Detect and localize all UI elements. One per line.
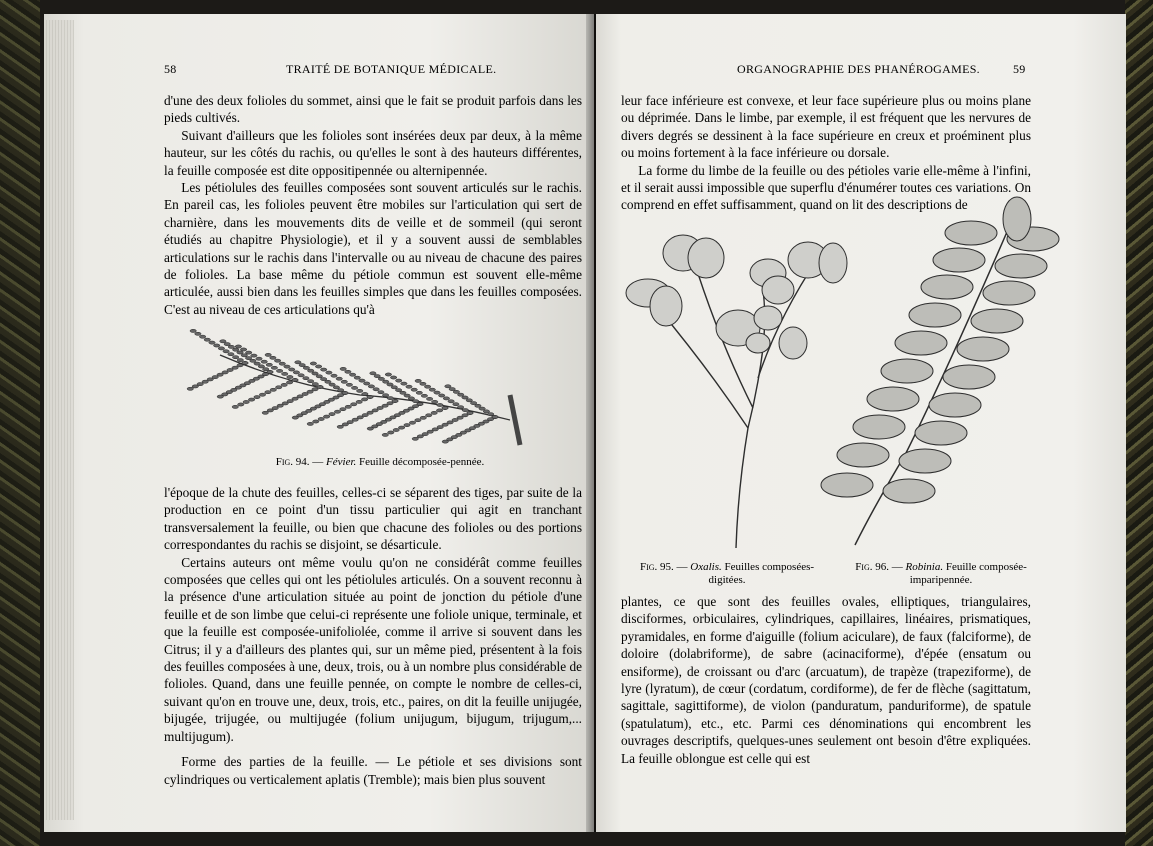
- leaflet-mark: [336, 377, 342, 380]
- leaflet-mark: [378, 391, 384, 394]
- figure-description: Feuille composée-imparipennée.: [909, 561, 1027, 586]
- leaflet-mark: [424, 385, 430, 388]
- leaflet-mark: [383, 380, 389, 383]
- leaflet-mark: [190, 329, 196, 332]
- leaflet-mark: [431, 411, 437, 414]
- leaflet-mark: [218, 347, 224, 350]
- leaflet-mark: [266, 363, 272, 366]
- leaflet-mark: [220, 340, 226, 343]
- leaflet-mark: [315, 365, 321, 368]
- leaflet-mark: [307, 380, 313, 383]
- paragraph: d'une des deux folioles du sommet, ainsi que le fait se produit parfois dans les pieds cultivés.: [164, 93, 582, 126]
- leaflet-mark: [370, 372, 376, 375]
- leaflet-mark: [853, 415, 905, 439]
- leaflet-mark: [233, 348, 239, 351]
- leaflet-mark: [443, 397, 449, 400]
- figure-description: Feuilles composées-digitées.: [708, 561, 815, 586]
- leaflet-mark: [331, 374, 337, 377]
- leaflet-mark: [359, 379, 365, 382]
- leaflet-mark: [357, 389, 363, 392]
- leaflet-mark: [821, 473, 873, 497]
- leaflet-mark: [388, 431, 394, 434]
- book-cover-right: [1125, 0, 1153, 846]
- leaflet-mark: [287, 375, 293, 378]
- paragraph: leur face inférieure est convexe, et leur face supérieure plus ou moins plane ou déprimée. Dans le limbe, par exemple, il est fréquent que les nervures de divers degrés se dessinent à la face supérieure en creux et proéminent plus ou moins fortement à la face inférieure ou dorsale.: [621, 93, 1031, 161]
- leaflet-mark: [232, 356, 238, 359]
- page-edges: [44, 20, 74, 820]
- paragraph: Les pétiolules des feuilles composées sont souvent articulés sur le rachis. En pareil cas, les folioles peuvent être mobiles sur l'articulation qui sert de charnière, dans les mouvements dits de veille et de sommeil (qui seront étudiés au chapitre Physiologie), et il y a souvent aussi de semblables articulations sur le rachis dans l'intervalle ou au niveau de chacune des paires de folioles. La base même du pétiole commun est souvent elle-même articulée, aussi bien dans les feuilles simples que dans les feuilles composées. C'est au niveau de ces articulations qu'à: [164, 180, 582, 317]
- leaflet-mark: [271, 366, 277, 369]
- section-paragraph: Forme des parties de la feuille. — Le pétiole et ses divisions sont cylindriques ou verticalement aplatis (Tremble); mais bien plus souvent: [164, 754, 582, 787]
- leaflet-mark: [453, 390, 459, 393]
- leaflet-mark: [406, 385, 412, 388]
- leaflet-mark: [292, 416, 298, 419]
- leaflet-mark: [421, 394, 427, 397]
- leaflet-mark: [237, 359, 243, 362]
- figure-label: Fig. 95. —: [639, 561, 688, 573]
- figure-96-robinia: [835, 205, 1040, 560]
- leaflet-mark: [238, 403, 244, 406]
- leaflet-mark: [270, 388, 276, 391]
- leaflet-mark: [232, 405, 238, 408]
- leaflet-mark: [395, 389, 401, 392]
- leaflet-mark: [251, 354, 257, 357]
- paragraph: La forme du limbe de la feuille ou des pétioles varie elle-même à l'infini, et il serait aussi impossible que superflu d'énumérer toutes ces variations. On comprend en effet suffisamment, quand on lit des descriptions de: [621, 162, 1031, 213]
- figure-description: Feuille décomposée-pennée.: [359, 456, 485, 468]
- leaflet-mark: [929, 393, 981, 417]
- leaflet-mark: [909, 303, 961, 327]
- figure-label: Fig. 96. —: [855, 561, 903, 573]
- leaflet-mark: [396, 379, 402, 382]
- paragraph: Certains auteurs ont même voulu qu'on ne considérât comme feuilles composées que celles qui ont les pétiolules articulés. On a souvent reconnu à la présence d'une articulation située au point de jonction du pétiole d'une feuille et de son limbe que celui-ci représente une foliole unique, terminale, et que la feuille est composée-unifoliolée, comme il arrive si souvent dans les Citrus; il y a d'ailleurs des plantes qui, sur un même pied, présentent à la fois des feuilles composées à une, deux, trois, ou à un nombre plus considérable de folioles. Quand, dans une feuille pennée, on compte le nombre de celles-ci, suivant qu'on en trouve une, deux, trois, etc., paires, on dit la feuille unijugée, bijugée, trijugée, ou multijugée (folium unijugum, bijugum, trijugum,... multijugum).: [164, 554, 583, 744]
- leaflet-mark: [408, 397, 414, 400]
- leaflet-mark: [295, 361, 301, 364]
- leaflet-mark: [284, 365, 290, 368]
- leaflet-mark: [338, 389, 344, 392]
- figure-94-caption: [255, 456, 505, 469]
- leaflet-mark: [243, 400, 249, 403]
- leaflet-mark: [240, 348, 246, 351]
- leaflet-mark: [298, 374, 304, 377]
- leaflet-mark: [217, 395, 223, 398]
- leaflet-mark: [933, 248, 985, 272]
- leaflet-mark: [235, 345, 241, 348]
- leaflet-mark: [462, 409, 468, 412]
- leaflet-mark: [262, 411, 268, 414]
- leaflet-mark: [274, 359, 280, 362]
- leaflet-mark: [224, 343, 230, 346]
- leaflet-mark: [367, 395, 373, 398]
- leaflet-mark: [921, 275, 973, 299]
- leaflet-mark: [416, 391, 422, 394]
- leaflet-mark: [391, 386, 397, 389]
- leaflet-mark: [228, 353, 234, 356]
- leaflet-mark: [436, 409, 442, 412]
- leaflet-mark: [209, 341, 215, 344]
- leaflet-mark: [279, 362, 285, 365]
- leaflet-mark: [401, 382, 407, 385]
- leaflet-mark: [312, 383, 318, 386]
- leaflet-mark: [248, 398, 254, 401]
- leaflet-mark: [321, 368, 327, 371]
- leaflet-mark: [286, 381, 292, 384]
- leaflet-mark: [303, 377, 309, 380]
- leaflet-mark: [409, 421, 415, 424]
- leaflet-mark: [254, 362, 260, 365]
- figure-96-caption: [846, 561, 1036, 587]
- book-cover-left: [0, 0, 40, 846]
- leaflet-mark: [404, 424, 410, 427]
- leaflet-mark: [329, 383, 335, 386]
- leaflet-mark: [404, 394, 410, 397]
- leaflet-mark: [458, 393, 464, 396]
- leaflet-mark: [187, 387, 193, 390]
- leaflet-mark: [245, 357, 251, 360]
- leaflet-mark: [329, 413, 335, 416]
- leaflet-mark: [867, 387, 919, 411]
- leaflet-mark: [320, 378, 326, 381]
- leaflet-mark: [345, 405, 351, 408]
- leaflet-mark: [449, 388, 455, 391]
- leaflet-mark: [374, 375, 380, 378]
- leaflet-mark: [995, 254, 1047, 278]
- leaflet-mark: [289, 368, 295, 371]
- leaflet-mark: [367, 427, 373, 430]
- leaflet-mark: [351, 386, 357, 389]
- figure-94-fevier-leaf: [210, 305, 530, 450]
- leaflet-mark: [362, 392, 368, 395]
- leaflet-mark: [195, 332, 201, 335]
- leaflet-mark: [439, 394, 445, 397]
- leaflet-mark: [263, 368, 269, 371]
- leaflet-mark: [241, 354, 247, 357]
- leaflet-mark: [346, 383, 352, 386]
- leaflet-mark: [293, 371, 299, 374]
- leaflet-mark: [957, 337, 1009, 361]
- leaflet-mark: [420, 382, 426, 385]
- leaflet-mark: [256, 357, 262, 360]
- leaflet-mark: [488, 413, 494, 416]
- leaflet-mark: [341, 380, 347, 383]
- leaflet-mark: [351, 403, 357, 406]
- leaflet-mark: [426, 414, 432, 417]
- paragraph: Suivant d'ailleurs que les folioles sont insérées deux par deux, à la même hauteur, sur les côtés du rachis, ou qu'elles le sont à des hauteurs différentes, la feuille composée est dite oppositipennée ou alternipennée.: [164, 127, 582, 178]
- figure-label: Fig. 94. —: [275, 456, 324, 468]
- leaflet-mark: [318, 417, 324, 420]
- figure-95-oxalis: [618, 228, 858, 558]
- leaflet-mark: [483, 410, 489, 413]
- leaflet-mark: [340, 367, 346, 370]
- leaflet-mark: [432, 400, 438, 403]
- right-page-number: 59: [1013, 62, 1026, 76]
- leaflet-mark: [340, 408, 346, 411]
- leaflet-mark: [333, 386, 339, 389]
- leaflet-mark: [434, 391, 440, 394]
- left-page-number: 58: [164, 62, 177, 76]
- leaflet-mark: [445, 385, 451, 388]
- figure-95-caption: [622, 561, 832, 587]
- leaflet-mark: [945, 221, 997, 245]
- leaflet-mark: [915, 421, 967, 445]
- leaflet-mark: [390, 376, 396, 379]
- leaflet-mark: [261, 360, 267, 363]
- leaflet-mark: [199, 335, 205, 338]
- leaflet-mark: [385, 373, 391, 376]
- leaflet-mark: [971, 309, 1023, 333]
- leaflet-mark: [415, 379, 421, 382]
- leaflet-mark: [881, 359, 933, 383]
- leaflet-mark: [312, 372, 318, 375]
- leaflet-mark: [259, 393, 265, 396]
- left-running-head: TRAITÉ DE BOTANIQUE MÉDICALE.: [286, 62, 497, 76]
- leaflet-mark: [223, 350, 229, 353]
- leaflet-mark: [411, 388, 417, 391]
- left-text-top: [164, 92, 582, 318]
- leaflet-mark: [413, 400, 419, 403]
- leaflet-mark: [281, 383, 287, 386]
- leaflet-mark: [448, 400, 454, 403]
- leaflet-mark: [382, 433, 388, 436]
- leaflet-mark: [368, 385, 374, 388]
- leaflet-mark: [382, 394, 388, 397]
- leaflet-mark: [429, 388, 435, 391]
- leaflet-mark: [299, 364, 305, 367]
- leaflet-mark: [246, 351, 252, 354]
- leaflet-mark: [228, 345, 234, 348]
- leaflet-mark: [307, 422, 313, 425]
- paragraph: l'époque de la chute des feuilles, celles-ci se séparent des tiges, par suite de la production en ce point d'un tissu particulier qui agit en tranchant transversalement la feuille, ou bien que chacune des folioles ou des portions correspondantes du rachis se disjoint, se désarticule.: [164, 485, 582, 553]
- leaflet-mark: [387, 397, 393, 400]
- leaflet-mark: [276, 369, 282, 372]
- leaflet-mark: [292, 378, 298, 381]
- leaflet-mark: [479, 407, 485, 410]
- leaflet-mark: [442, 406, 448, 409]
- leaflet-mark: [282, 372, 288, 375]
- leaflet-mark: [237, 351, 243, 354]
- leaflet-mark: [316, 375, 322, 378]
- leaflet-mark: [361, 398, 367, 401]
- leaflet-mark: [323, 415, 329, 418]
- figure-plant-name: Oxalis.: [690, 561, 722, 573]
- leaflet-mark: [204, 338, 210, 341]
- leaflet-mark: [462, 396, 468, 399]
- leaflet-mark: [265, 391, 271, 394]
- leaflet-mark: [364, 382, 370, 385]
- leaflet-mark: [313, 420, 319, 423]
- figure-plant-name: Févier.: [326, 456, 357, 468]
- leaflet-mark: [356, 400, 362, 403]
- leaflet-mark: [442, 440, 448, 443]
- leaflet-mark: [883, 479, 935, 503]
- leaflet-mark: [387, 383, 393, 386]
- leaflet-mark: [254, 396, 260, 399]
- leaflet-mark: [258, 365, 264, 368]
- leaflet-mark: [420, 416, 426, 419]
- leaflet-mark: [437, 403, 443, 406]
- leaflet-mark: [466, 399, 472, 402]
- leaflet-mark: [837, 443, 889, 467]
- leaflet-mark: [470, 402, 476, 405]
- leaflet-mark: [453, 403, 459, 406]
- leaflet-mark: [983, 281, 1035, 305]
- leaflet-mark: [308, 369, 314, 372]
- leaflet-mark: [457, 406, 463, 409]
- leaflet-mark: [393, 428, 399, 431]
- leaflet-mark: [334, 410, 340, 413]
- paragraph: plantes, ce que sont des feuilles ovales, elliptiques, triangulaires, disciformes, orbiculaires, cylindriques, capillaires, linéaires, prismatiques, pyramidales, en forme d'aiguille (folium aciculare), de faux (falciforme), de doloire (dolabriforme), de sabre (acinaciforme), d'épée (ensatum ou ensiforme), de croissant ou d'arc (arcuatum), de trapèze (trapeziforme), de lyre (lyratum), de cœur (cordatum, cordiforme), de fer de flèche (sagittatum, sagittale, sagittiforme), de violon (panduratum, panduriforme), de spatule (spatulatum), etc., etc. Parmi ces dénominations qui encombrent les ouvrages descriptifs, quelques-unes seulement ont besoin d'être expliquées. La feuille oblongue est celle qui est: [621, 594, 1031, 766]
- leaflet-mark: [373, 388, 379, 391]
- leaflet-mark: [398, 426, 404, 429]
- leaflet-mark: [326, 371, 332, 374]
- leaflet-mark: [378, 377, 384, 380]
- leaflet-mark: [349, 373, 355, 376]
- leaflet-mark: [426, 397, 432, 400]
- leaflet-mark: [276, 386, 282, 389]
- leaflet-mark: [895, 331, 947, 355]
- leaflet-mark: [270, 356, 276, 359]
- leaflet-mark: [310, 362, 316, 365]
- left-text-bottom: [164, 484, 582, 788]
- leaflet-mark: [412, 437, 418, 440]
- leaflet-mark: [354, 376, 360, 379]
- leaflet-mark: [1003, 197, 1031, 241]
- right-text-top: [621, 92, 1031, 214]
- leaflet-mark: [303, 366, 309, 369]
- figure-plant-name: Robinia.: [905, 561, 944, 573]
- leaflet-mark: [899, 449, 951, 473]
- right-running-head: ORGANOGRAPHIE DES PHANÉROGAMES.: [737, 62, 980, 76]
- leaflet-mark: [943, 365, 995, 389]
- leaflet-mark: [337, 425, 343, 428]
- leaflet-mark: [214, 344, 220, 347]
- right-text-bottom: [621, 593, 1031, 767]
- leaflet-mark: [345, 370, 351, 373]
- leaflet-mark: [265, 353, 271, 356]
- leaflet-mark: [415, 419, 421, 422]
